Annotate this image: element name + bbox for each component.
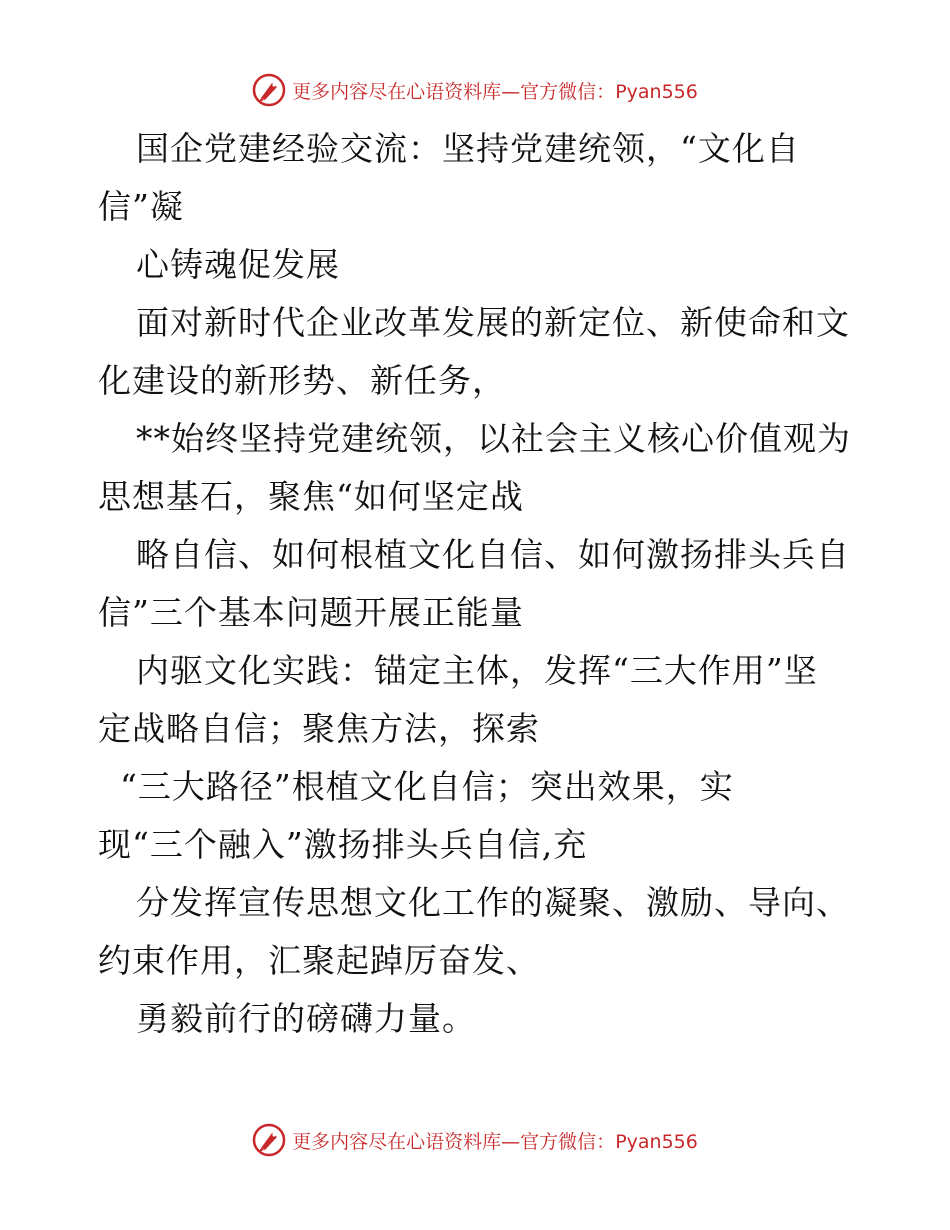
text-line: 思想基石，聚焦“如何坚定战 bbox=[98, 477, 524, 516]
text-line: 信”三个基本问题开展正能量 bbox=[98, 593, 524, 632]
text-line: 现“三个融入”激扬排头兵自信,充 bbox=[98, 825, 588, 864]
pen-nib-logo-icon bbox=[252, 73, 286, 107]
text-line: **始终坚持党建统领，以社会主义核心价值观为 bbox=[136, 419, 851, 458]
text-line: 国企党建经验交流：坚持党建统领，“文化自 bbox=[136, 129, 800, 168]
header-watermark bbox=[0, 70, 950, 110]
document-body bbox=[98, 120, 858, 1048]
watermark-text: 更多内容尽在心语资料库—官方微信：Pyan556 bbox=[292, 80, 698, 103]
text-line: 面对新时代企业改革发展的新定位、新使命和文 bbox=[136, 303, 850, 342]
text-line: “三大路径”根植文化自信；突出效果，实 bbox=[120, 767, 734, 806]
text-line: 内驱文化实践：锚定主体，发挥“三大作用”坚 bbox=[136, 651, 818, 690]
text-line: 分发挥宣传思想文化工作的凝聚、激励、导向、 bbox=[136, 883, 850, 922]
pen-nib-logo-icon bbox=[252, 1123, 286, 1157]
text-line: 信”凝 bbox=[98, 187, 184, 226]
text-line: 略自信、如何根植文化自信、如何激扬排头兵自 bbox=[136, 535, 850, 574]
text-line: 定战略自信；聚焦方法，探索 bbox=[98, 709, 540, 748]
text-line: 心铸魂促发展 bbox=[136, 245, 340, 284]
text-line: 约束作用，汇聚起踔厉奋发、 bbox=[98, 941, 540, 980]
text-line: 勇毅前行的磅礴力量。 bbox=[136, 999, 476, 1038]
footer-watermark bbox=[0, 1120, 950, 1160]
watermark-text: 更多内容尽在心语资料库—官方微信：Pyan556 bbox=[292, 1130, 698, 1153]
text-line: 化建设的新形势、新任务， bbox=[98, 361, 506, 400]
